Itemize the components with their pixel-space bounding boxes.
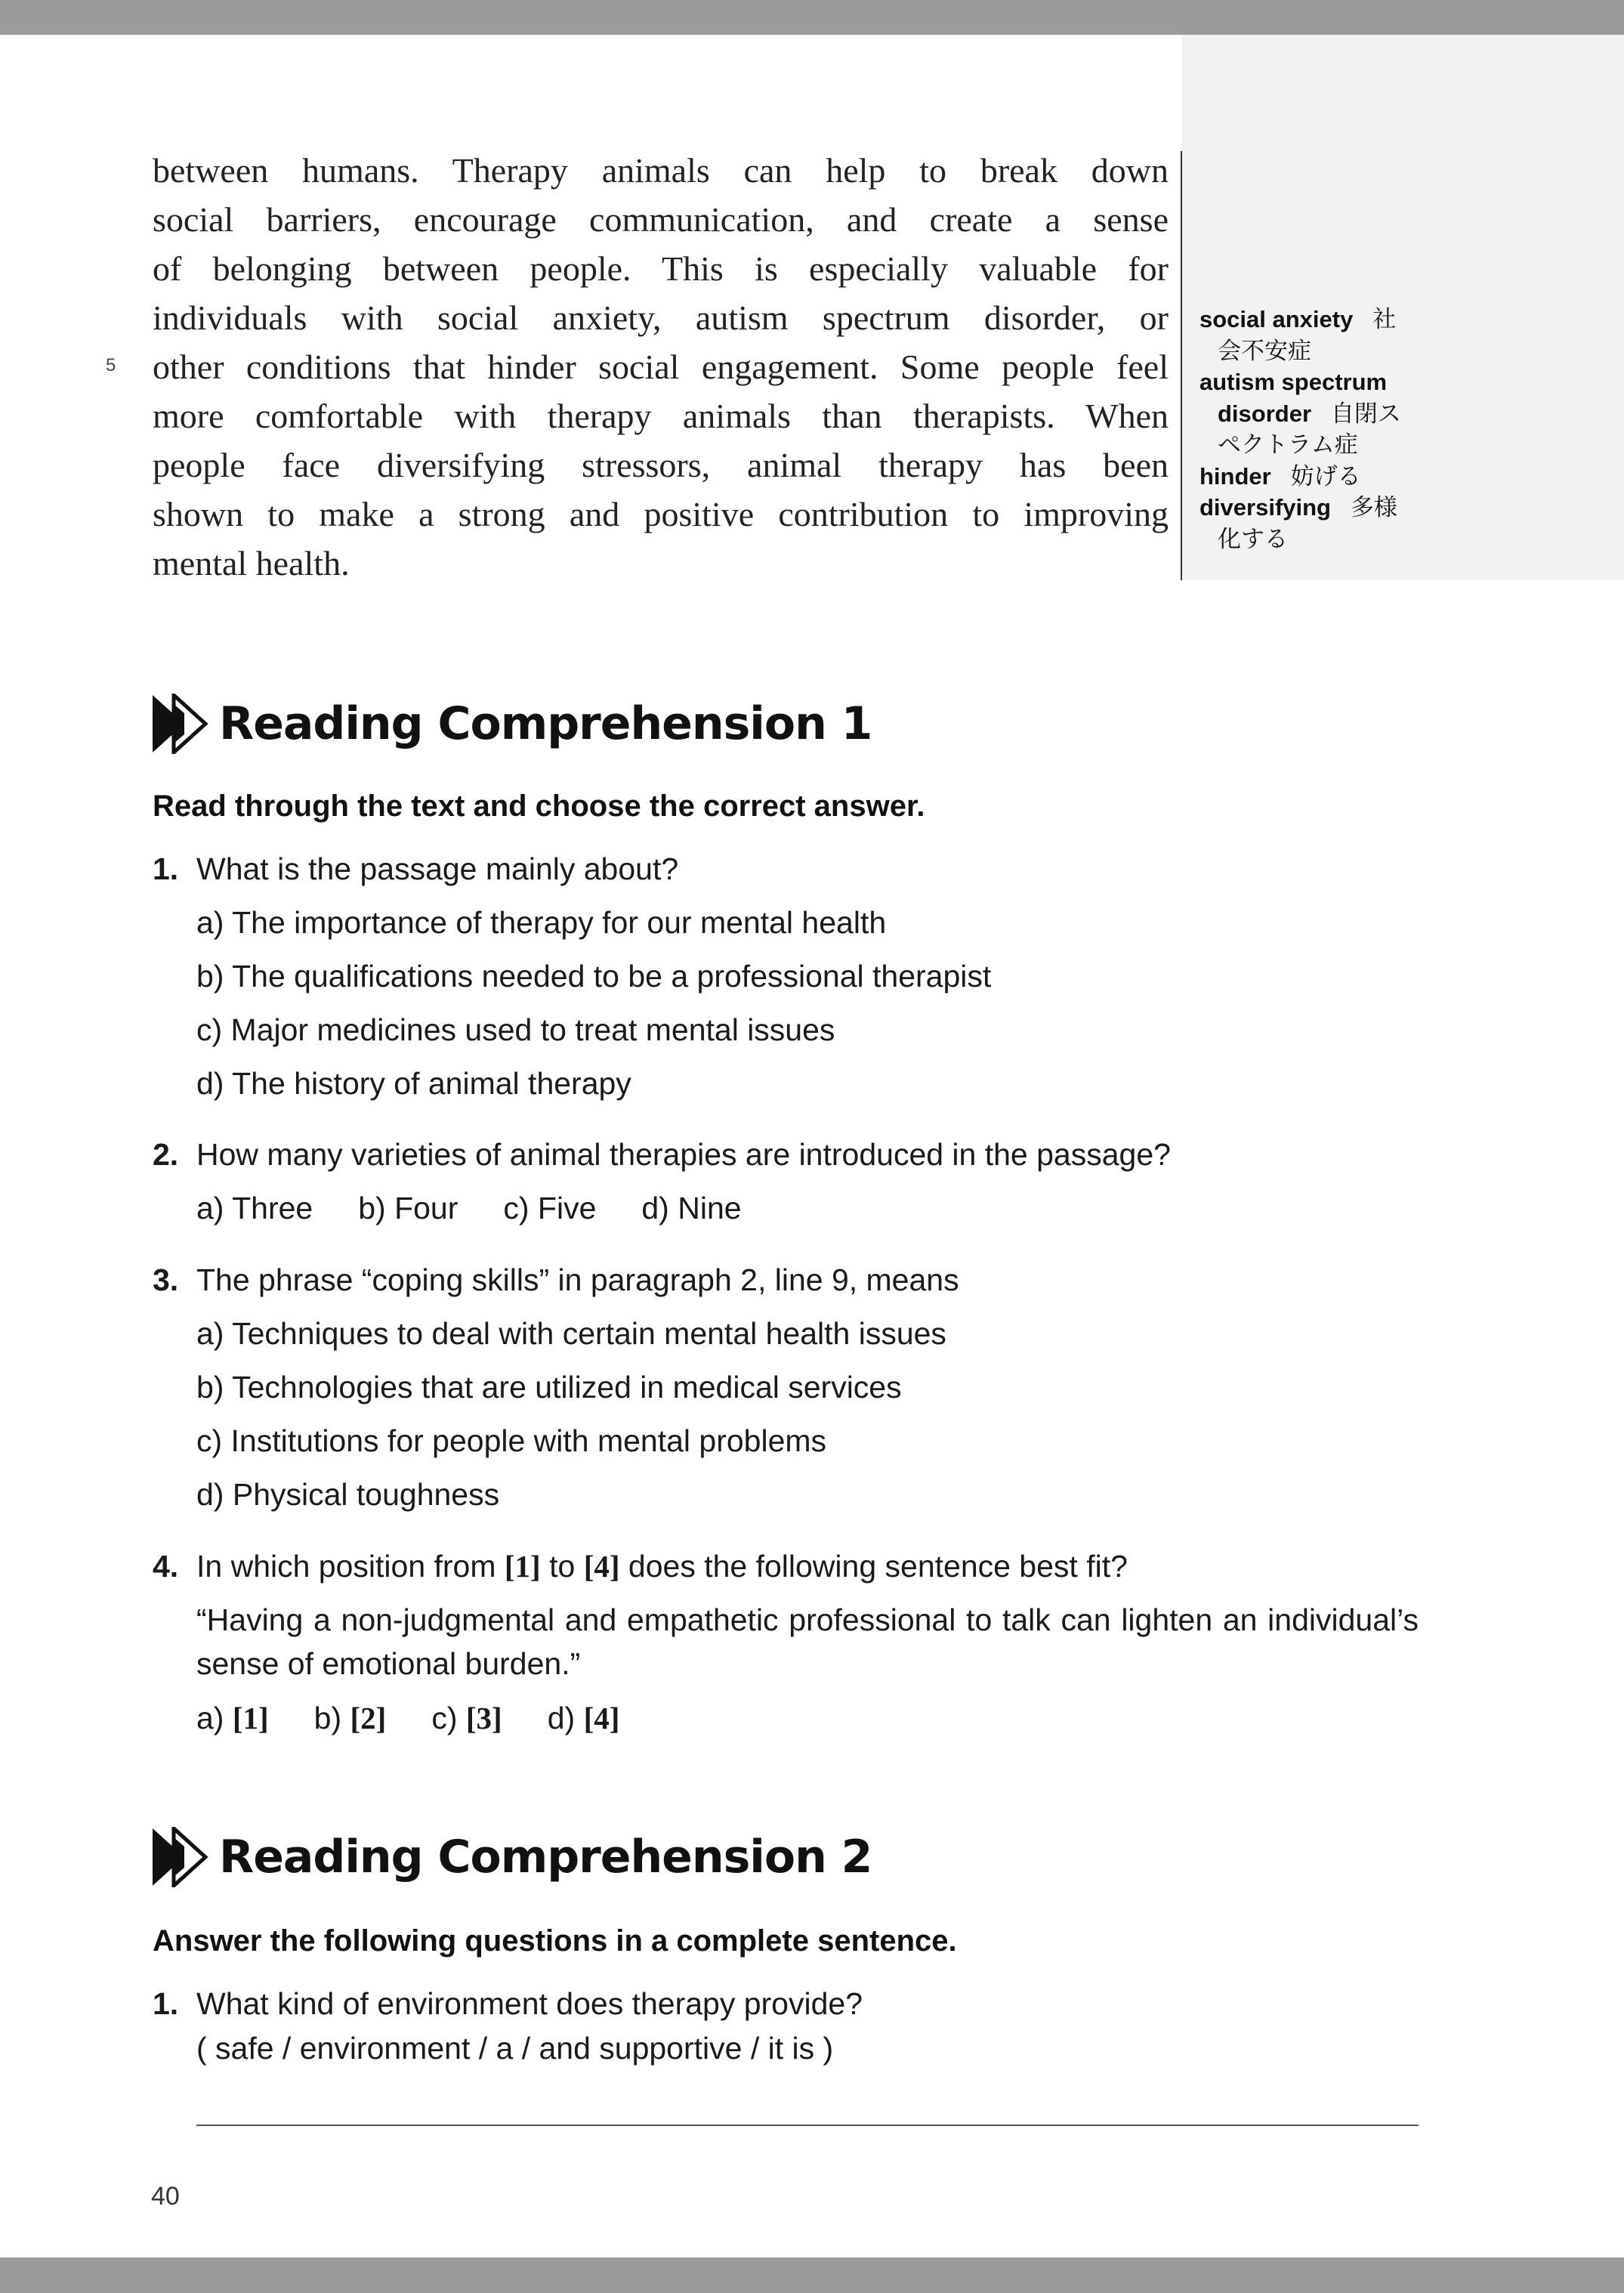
glossary-meaning: ペクトラム症 (1218, 431, 1358, 458)
question-1: 1. What kind of environment does therapy provide? (153, 1986, 863, 2021)
glossary-meaning: 会不安症 (1218, 337, 1311, 364)
glossary-divider (1181, 151, 1182, 580)
question-3: 3. The phrase “coping skills” in paragraph 2, line 9, means (153, 1262, 959, 1297)
passage-line: people face diversifying stressors, animal therapy has been (153, 446, 1169, 484)
option[interactable]: c) [3] (431, 1701, 502, 1735)
passage-text (153, 146, 1169, 588)
rc1-instruction: Read through the text and choose the correct answer. (153, 790, 925, 823)
option[interactable]: c) Five (503, 1191, 597, 1225)
option[interactable]: b) The qualifications needed to be a professional therapist (196, 959, 992, 994)
glossary-entry: disorder 自閉ス (1218, 400, 1401, 427)
option[interactable]: a) Techniques to deal with certain mental health issues (196, 1316, 946, 1351)
option[interactable]: d) The history of animal therapy (196, 1066, 631, 1101)
option[interactable]: a) The importance of therapy for our mental health (196, 905, 887, 940)
section-title: Reading Comprehension 2 (219, 1831, 872, 1884)
passage-line: more comfortable with therapy animals than therapists. When (153, 397, 1169, 435)
section-title: Reading Comprehension 1 (219, 697, 872, 750)
glossary (1199, 304, 1607, 555)
options-row (196, 1191, 787, 1226)
passage-line: shown to make a strong and positive contribution to improving (153, 495, 1169, 533)
glossary-entry: hinder 妨げる (1199, 462, 1361, 490)
passage-line: between humans. Therapy animals can help to break down (153, 151, 1169, 190)
option[interactable]: c) Major medicines used to treat mental issues (196, 1012, 835, 1047)
glossary-meaning: 化する (1218, 525, 1288, 552)
double-arrow-icon (151, 694, 211, 754)
option[interactable]: b) Four (358, 1191, 458, 1225)
double-arrow-icon (151, 1827, 211, 1887)
option[interactable]: c) Institutions for people with mental problems (196, 1423, 827, 1458)
option[interactable]: b) [2] (313, 1701, 387, 1735)
question-2: 2. How many varieties of animal therapies are introduced in the passage? (153, 1137, 1171, 1172)
passage-line: mental health. (153, 544, 350, 583)
page-number: 40 (151, 2182, 180, 2211)
target-sentence: “Having a non-judgmental and empathetic professional to talk can lighten an individual’s sense of emotional burden.” (196, 1602, 1419, 1681)
question-1: 1. What is the passage mainly about? (153, 851, 679, 886)
passage-line: other conditions that hinder social engagement. Some people feel (153, 348, 1169, 386)
rc2-instruction: Answer the following questions in a complete sentence. (153, 1924, 957, 1958)
option[interactable]: a) [1] (196, 1701, 269, 1735)
answer-line[interactable] (196, 2125, 1419, 2126)
passage-line: individuals with social anxiety, autism spectrum disorder, or (153, 298, 1169, 337)
top-bar (0, 0, 1624, 35)
option[interactable]: d) Nine (641, 1191, 742, 1225)
rc1-heading (151, 694, 872, 754)
options-row (196, 1700, 665, 1736)
option[interactable]: d) [4] (547, 1701, 620, 1735)
option[interactable]: d) Physical toughness (196, 1477, 500, 1512)
passage-line: social barriers, encourage communication, and create a sense (153, 200, 1169, 239)
passage-line: of belonging between people. This is especially valuable for (153, 249, 1169, 288)
rc2-heading (151, 1827, 872, 1887)
bottom-bar (0, 2257, 1624, 2293)
word-hint: ( safe / environment / a / and supportive / it is ) (196, 2031, 834, 2066)
glossary-entry: autism spectrum (1199, 369, 1388, 395)
glossary-entry: diversifying 多様 (1199, 494, 1397, 521)
question-4: 4. In which position from [1] to [4] does the following sentence best fit? (153, 1549, 1128, 1584)
option[interactable]: a) Three (196, 1191, 313, 1225)
line-number: 5 (106, 355, 116, 375)
option[interactable]: b) Technologies that are utilized in medical services (196, 1370, 902, 1405)
glossary-entry: social anxiety 社 (1199, 306, 1397, 332)
